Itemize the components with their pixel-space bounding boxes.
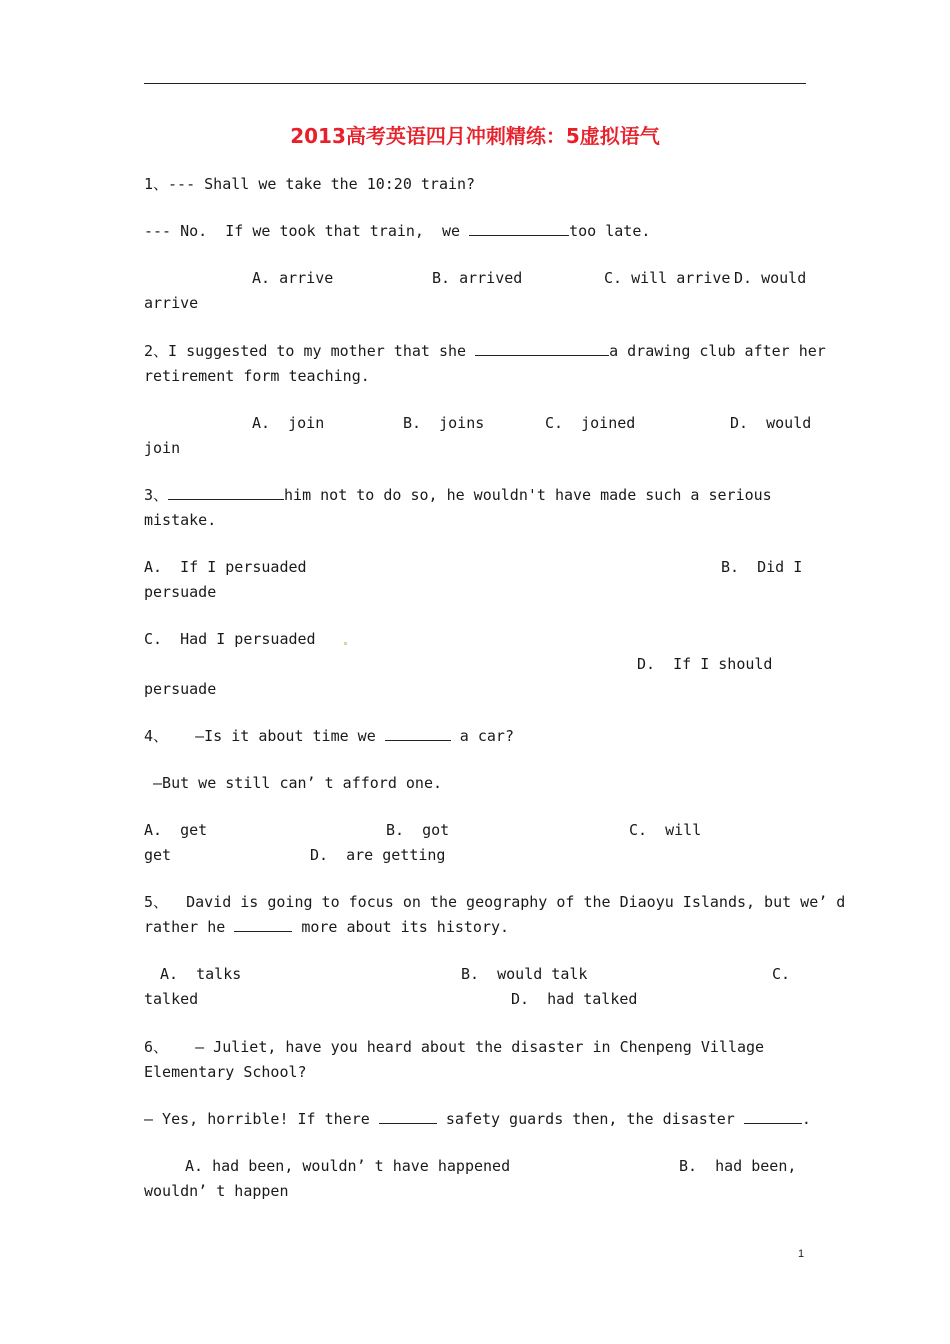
scan-speck xyxy=(344,642,347,645)
q5-option-c: C. xyxy=(772,965,791,983)
q5-option-c-cont: talked xyxy=(144,990,199,1008)
q3-option-b: B. Did I xyxy=(721,558,803,576)
q4-option-d: D. are getting xyxy=(310,846,446,864)
q1-option-b: B. arrived xyxy=(432,269,523,287)
question-4-line2: —But we still can’ t afford one. xyxy=(144,774,443,792)
page-title: 2013高考英语四月冲刺精练：5虚拟语气 xyxy=(290,124,660,148)
answer-blank xyxy=(744,1108,802,1124)
q2-option-d: D. would xyxy=(730,414,812,432)
q4-option-a: A. get xyxy=(144,821,208,839)
answer-blank xyxy=(234,916,292,932)
question-5-stem: 5、 David is going to focus on the geography of the Diaoyu Islands, but we’ d xyxy=(144,893,846,911)
q4-option-c: C. will xyxy=(629,821,702,839)
q1-option-c: C. will arrive xyxy=(604,269,731,287)
question-2-stem-cont: retirement form teaching. xyxy=(144,367,370,385)
question-1-line2: --- No. If we took that train, we too late. xyxy=(144,222,651,240)
q2-option-b: B. joins xyxy=(403,414,485,432)
answer-blank xyxy=(469,220,569,236)
answer-blank xyxy=(385,725,451,741)
question-2-stem: 2、I suggested to my mother that she a drawing club after her xyxy=(144,342,826,360)
question-6-stem: 6、 — Juliet, have you heard about the disaster in Chenpeng Village xyxy=(144,1038,765,1056)
q3-option-b-cont: persuade xyxy=(144,583,217,601)
q5-option-d: D. had talked xyxy=(511,990,638,1008)
q3-option-a: A. If I persuaded xyxy=(144,558,307,576)
q2-option-a: A. join xyxy=(252,414,325,432)
q3-option-c: C. Had I persuaded xyxy=(144,630,316,648)
question-4-stem: 4、 —Is it about time we a car? xyxy=(144,727,514,745)
q6-option-b-cont: wouldn’ t happen xyxy=(144,1182,289,1200)
answer-blank xyxy=(379,1108,437,1124)
q2-option-d-cont: join xyxy=(144,439,181,457)
answer-blank xyxy=(168,484,284,500)
q3-option-d: D. If I should xyxy=(637,655,773,673)
q1-option-a: A. arrive xyxy=(252,269,334,287)
q2-option-c: C. joined xyxy=(545,414,636,432)
q6-option-a: A. had been, wouldn’ t have happened xyxy=(185,1157,511,1175)
q1-option-d-cont: arrive xyxy=(144,294,199,312)
q3-option-d-cont: persuade xyxy=(144,680,217,698)
q5-option-b: B. would talk xyxy=(461,965,588,983)
question-6-stem-cont: Elementary School? xyxy=(144,1063,307,1081)
question-3-stem: 3、 him not to do so, he wouldn't have made such a serious xyxy=(144,486,772,504)
question-6-line2: — Yes, horrible! If there safety guards then, the disaster . xyxy=(144,1110,811,1128)
q6-option-b: B. had been, xyxy=(679,1157,797,1175)
q4-option-c-cont: get xyxy=(144,846,172,864)
q4-option-b: B. got xyxy=(386,821,450,839)
header-rule xyxy=(144,83,806,84)
answer-blank xyxy=(475,340,609,356)
question-5-line2: rather he more about its history. xyxy=(144,918,510,936)
page-number: 1 xyxy=(798,1248,805,1260)
question-3-stem-cont: mistake. xyxy=(144,511,217,529)
q5-option-a: A. talks xyxy=(160,965,242,983)
q1-option-d: D. would xyxy=(734,269,807,287)
question-1-stem: 1、--- Shall we take the 10:20 train? xyxy=(144,175,476,193)
